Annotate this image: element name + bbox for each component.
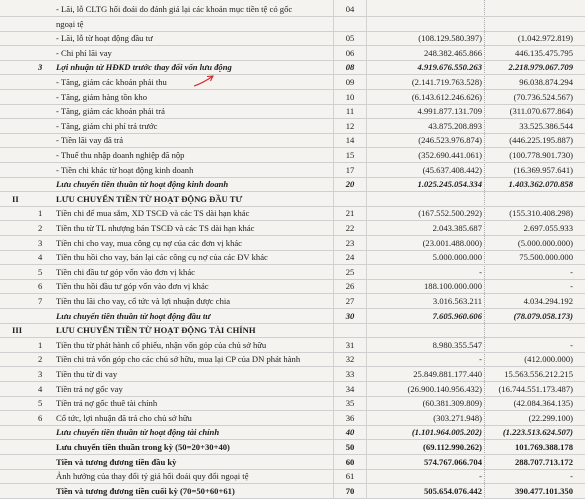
cell-num: 3 [38, 62, 43, 73]
cell-num: 5 [38, 266, 43, 277]
cell-prev: 446.135.475.795 [514, 47, 573, 58]
cell-num: 4 [38, 383, 43, 394]
cell-code: 22 [345, 223, 355, 233]
cell-prev: (412.000.000) [524, 354, 573, 365]
handwritten-arrow-mark [193, 74, 215, 88]
cell-code: 05 [345, 33, 355, 44]
cell-cur: 7.605.960.606 [432, 310, 482, 321]
cell-num: 6 [38, 281, 43, 292]
cell-cur: 43.875.208.893 [428, 120, 482, 131]
cell-prev: (5.000.000.000) [517, 237, 573, 248]
cell-label: - Lãi, lỗ từ hoạt động đầu tư [56, 33, 153, 44]
cell-code: 25 [345, 266, 355, 277]
cell-code: 32 [345, 354, 355, 365]
cell-prev: 1.403.362.070.858 [508, 179, 573, 190]
cell-prev: (16.369.957.641) [513, 164, 573, 175]
table-row [0, 381, 585, 397]
cell-prev: 2.218.979.067.709 [508, 62, 573, 73]
cell-code: 60 [345, 456, 355, 467]
cell-label: Lưu chuyển tiền thuần từ hoạt động đầu tư [56, 310, 211, 321]
table-row [0, 439, 585, 455]
cell-code: 27 [345, 296, 355, 306]
cell-num: 2 [38, 354, 43, 365]
cell-prev: (155.310.408.298) [509, 208, 573, 219]
cell-label: Tiền chi đầu tư góp vốn vào đơn vị khác [56, 266, 195, 277]
table-row [0, 395, 585, 411]
cell-prev: (70.736.524.567) [513, 91, 573, 102]
cell-code: 11 [345, 106, 355, 117]
table-row [0, 59, 585, 75]
cell-code: 61 [345, 471, 355, 482]
cell-cur: (23.001.488.000) [422, 237, 482, 248]
table-row [0, 351, 585, 367]
cell-prev: 2.697.055.933 [523, 223, 573, 233]
cell-cur: 1.025.245.054.334 [417, 179, 482, 190]
cell-prev: (100.778.901.730) [509, 150, 573, 160]
cell-label: Tiền thu từ đi vay [56, 369, 118, 379]
cell-code: 14 [345, 135, 355, 146]
cell-cur: 505.654.076.442 [423, 485, 482, 496]
table-row [0, 293, 585, 309]
table-row [0, 322, 585, 338]
cell-code: 50 [345, 442, 355, 452]
cell-cur: 25.849.881.177.440 [413, 369, 482, 379]
cell-num: 1 [38, 339, 43, 350]
cell-num: 4 [38, 252, 43, 263]
cell-code: 26 [345, 281, 355, 292]
cell-cur: (352.690.441.061) [418, 150, 482, 160]
cell-cur: (69.112.990.262) [423, 442, 482, 452]
cell-prev: (22.299.100) [528, 412, 573, 423]
cell-label: Lợi nhuận từ HĐKD trước thay đổi vốn lưu động [56, 62, 232, 73]
cell-cur: 248.382.465.866 [423, 47, 482, 58]
cell-cur: 5.000.000.000 [432, 252, 482, 263]
cell-label: Tiền chi để mua sắm, XD TSCĐ và các TS dài hạn khác [56, 208, 250, 219]
cell-cur: (246.523.976.874) [418, 135, 482, 146]
cell-cur: 3.016.563.211 [432, 296, 482, 306]
cell-num: 3 [38, 237, 43, 248]
cell-label: Tiền và tương đương tiền cuối kỳ (70=50+60+61) [56, 485, 235, 496]
cell-cur: (2.141.719.763.528) [411, 77, 482, 87]
cell-label: - Tiền lãi vay đã trả [56, 135, 124, 146]
cell-prev: - [570, 471, 573, 482]
cell-label: ngoại tệ [56, 18, 84, 29]
cell-prev: 288.707.713.172 [514, 456, 573, 467]
cell-prev: 33.525.386.544 [519, 120, 573, 131]
table-row [0, 176, 585, 192]
cell-cur: (167.552.500.292) [418, 208, 482, 219]
table-row [0, 118, 585, 134]
cell-prev: (78.079.058.173) [513, 310, 573, 321]
cell-num: 3 [38, 369, 43, 379]
cell-label: LƯU CHUYỂN TIỀN TỪ HOẠT ĐỘNG TÀI CHÍNH [56, 325, 256, 336]
cell-label: - Tiền chi khác từ hoạt động kinh doanh [56, 164, 194, 175]
cell-cur: 2.043.385.687 [432, 223, 482, 233]
cell-prev: (311.070.677.864) [509, 106, 573, 117]
cell-prev: (16.744.551.173.487) [498, 383, 573, 394]
cell-label: Tiền thu từ phát hành cổ phiếu, nhận vốn góp của chủ sở hữu [56, 339, 267, 350]
cell-code: 31 [345, 339, 355, 350]
cell-cur: 574.767.066.704 [423, 456, 482, 467]
table-row [0, 337, 585, 353]
cell-prev: 101.769.388.178 [514, 442, 573, 452]
cell-label: Tiền thu hồi đầu tư góp vốn vào đơn vị khác [56, 281, 209, 292]
table-row [0, 30, 585, 46]
cell-code: 33 [345, 369, 355, 379]
cell-prev: 75.500.000.000 [519, 252, 573, 263]
cell-label: Tiền và tương đương tiền đầu kỳ [56, 456, 177, 467]
cell-code: 23 [345, 237, 355, 248]
table-row [0, 468, 585, 484]
cell-label: Tiền thu lãi cho vay, cổ tức và lợi nhuận được chia [56, 296, 231, 306]
table-row [0, 16, 585, 32]
table-row [0, 220, 585, 236]
cell-code: 40 [345, 427, 355, 438]
cell-label: Ảnh hưởng của thay đổi tỷ giá hối đoái quy đổi ngoại tệ [56, 471, 249, 482]
table-row [0, 410, 585, 426]
table-row [0, 132, 585, 148]
cell-label: - Thuế thu nhập doanh nghiệp đã nộp [56, 150, 185, 160]
cell-code: 09 [345, 77, 355, 87]
cell-label: Tiền thu hồi cho vay, bán lại các công cụ nợ của các ĐV khác [56, 252, 268, 263]
cell-cur: - [479, 471, 482, 482]
cell-code: 12 [345, 120, 355, 131]
cell-label: - Tăng, giảm hàng tồn kho [56, 91, 148, 102]
table-row [0, 308, 585, 324]
cell-prev: (446.225.195.887) [509, 135, 573, 146]
cell-cur: (60.381.309.809) [422, 398, 482, 409]
cell-label: Tiền chi trả vốn góp cho các chủ sở hữu, mua lại CP của DN phát hành [56, 354, 301, 365]
cell-prev: (1.042.972.819) [517, 33, 573, 44]
cell-prev: 390.477.101.350 [514, 485, 573, 496]
cell-prev: 4.034.294.192 [523, 296, 573, 306]
cell-cur: (26.900.140.956.432) [407, 383, 482, 394]
cell-cur: (6.143.612.246.626) [411, 91, 482, 102]
cell-prev: - [570, 281, 573, 292]
table-row [0, 89, 585, 105]
cell-label: - Chi phí lãi vay [56, 47, 112, 58]
cell-prev: (42.084.364.135) [513, 398, 573, 409]
cell-code: 20 [345, 179, 355, 190]
cell-code: 15 [345, 150, 355, 160]
cell-prev: 96.038.874.294 [519, 77, 573, 87]
cell-cur: (45.637.408.442) [422, 164, 482, 175]
cell-label: Tiền chi cho vay, mua công cụ nợ của các đơn vị khác [56, 237, 242, 248]
cell-roman: II [12, 193, 19, 204]
cell-label: Lưu chuyển tiền thuần từ hoạt động kinh doanh [56, 179, 229, 190]
cell-num: 6 [38, 412, 43, 423]
cell-cur: 4.991.877.131.709 [417, 106, 482, 117]
cell-prev: 15.563.556.212.215 [504, 369, 573, 379]
table-row [0, 205, 585, 221]
cell-prev: (1.223.513.624.507) [502, 427, 573, 438]
table-row [0, 162, 585, 178]
cell-prev: - [570, 339, 573, 350]
table-row [0, 454, 585, 470]
cell-code: 36 [345, 412, 355, 423]
table-row [0, 424, 585, 440]
table-row [0, 249, 585, 265]
cell-label: - Tăng, giảm các khoản phải trả [56, 106, 165, 117]
table-row [0, 74, 585, 90]
cell-cur: - [479, 266, 482, 277]
table-row [0, 278, 585, 294]
cell-cur: (303.271.948) [433, 412, 482, 423]
table-row [0, 103, 585, 119]
cell-cur: - [479, 354, 482, 365]
cell-label: - Tăng, giảm các khoản phải thu [56, 77, 167, 87]
cell-code: 34 [345, 383, 355, 394]
cell-label: - Lãi, lỗ CLTG hối đoái do đánh giá lại các khoản mục tiền tệ có gốc [56, 4, 293, 14]
cell-code: 08 [345, 62, 355, 73]
cell-num: 2 [38, 223, 43, 233]
cell-label: Lưu chuyển tiền thuần từ hoạt động tài chính [56, 427, 220, 438]
table-row [0, 45, 585, 61]
cell-code: 24 [345, 252, 355, 263]
cell-code: 70 [345, 485, 355, 496]
cell-code: 21 [345, 208, 355, 219]
table-row [0, 366, 585, 382]
cell-code: 30 [345, 310, 355, 321]
cell-num: 1 [38, 208, 43, 219]
table-row [0, 235, 585, 251]
cell-label: Cổ tức, lợi nhuận đã trả cho chủ sở hữu [56, 412, 192, 423]
table-row [0, 147, 585, 163]
table-row [0, 1, 585, 17]
cell-code: 10 [345, 91, 355, 102]
cell-code: 04 [345, 4, 355, 14]
table-row [0, 483, 585, 499]
cell-label: - Tăng, giảm chi phí trả trước [56, 120, 158, 131]
cell-roman: III [12, 325, 23, 336]
cell-code: 35 [345, 398, 355, 409]
cell-label: Lưu chuyển tiền thuần trong kỳ (50=20+30+40) [56, 442, 230, 452]
cell-code: 06 [345, 47, 355, 58]
cell-cur: 188.100.000.000 [423, 281, 482, 292]
cell-num: 5 [38, 398, 43, 409]
cell-cur: (1.101.964.005.202) [411, 427, 482, 438]
cell-cur: 8.980.355.547 [432, 339, 482, 350]
cell-label: Tiền thu từ TL nhượng bán TSCĐ và các TS dài hạn khác [56, 223, 255, 233]
cell-code: 17 [345, 164, 355, 175]
cell-label: Tiền trả nợ gốc thuê tài chính [56, 398, 158, 409]
cell-label: Tiền trả nợ gốc vay [56, 383, 123, 394]
cell-label: LƯU CHUYỂN TIỀN TỪ HOẠT ĐỘNG ĐẦU TƯ [56, 193, 243, 204]
cell-num: 7 [38, 296, 43, 306]
cell-cur: 4.919.676.550.263 [417, 62, 482, 73]
table-row [0, 264, 585, 280]
cell-cur: (108.129.580.397) [418, 33, 482, 44]
cell-prev: - [570, 266, 573, 277]
table-row [0, 191, 585, 207]
